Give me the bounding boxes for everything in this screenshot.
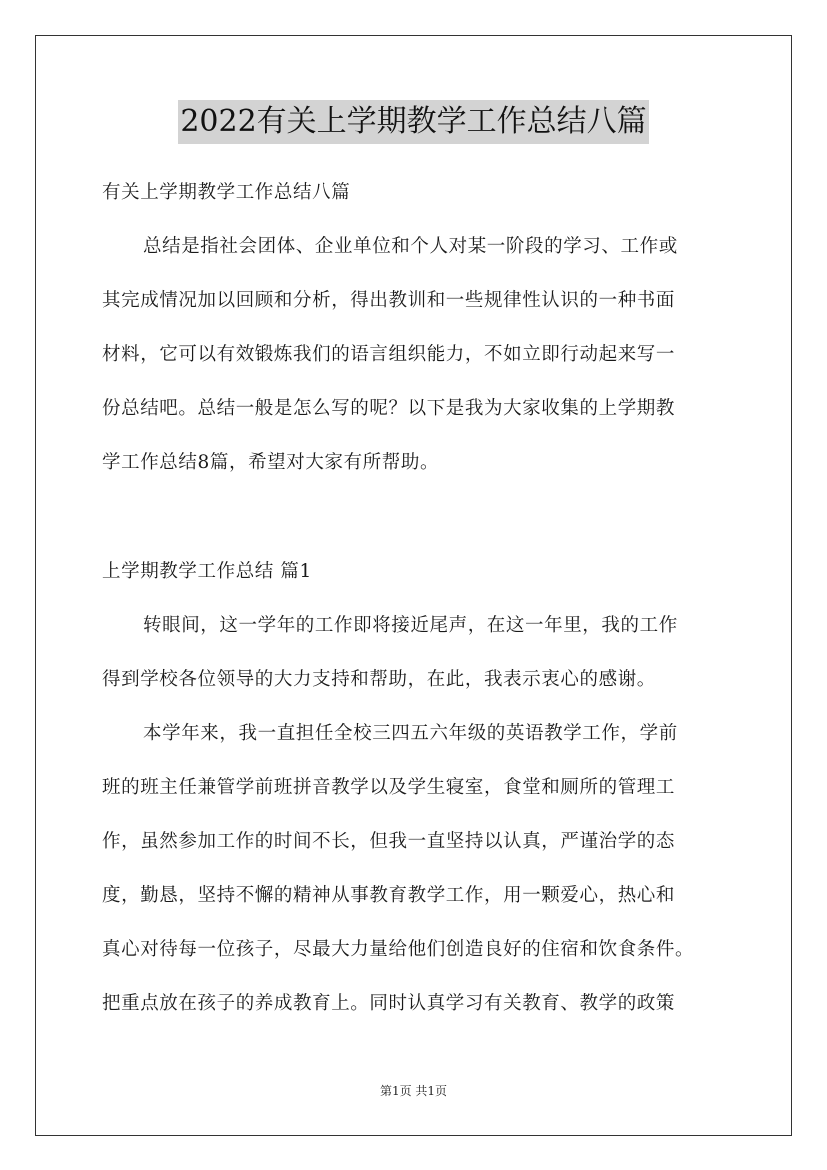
title-container — [0, 100, 827, 144]
paragraph-line: 得到学校各位领导的大力支持和帮助，在此，我表示衷心的感谢。 — [102, 669, 656, 690]
paragraph-line: 真心对待每一位孩子，尽最大力量给他们创造良好的住宿和饮食条件。 — [102, 939, 695, 960]
intro-line: 份总结吧。总结一般是怎么写的呢？以下是我为大家收集的上学期教 — [102, 398, 676, 419]
paragraph-line: 本学年来，我一直担任全校三四五六年级的英语教学工作，学前 — [143, 723, 678, 744]
paragraph-line: 转眼间，这一学年的工作即将接近尾声，在这一年里，我的工作 — [143, 615, 678, 636]
paragraph-line: 班的班主任兼管学前班拼音教学以及学生寝室，食堂和厕所的管理工 — [102, 777, 676, 798]
section-heading: 上学期教学工作总结 篇1 — [102, 561, 312, 582]
paragraph-line: 作，虽然参加工作的时间不长，但我一直坚持以认真，严谨治学的态 — [102, 831, 676, 852]
document-subtitle: 有关上学期教学工作总结八篇 — [102, 182, 351, 203]
page-footer: 第1页 共1页 — [379, 1084, 448, 1098]
intro-line: 学工作总结8篇，希望对大家有所帮助。 — [102, 452, 440, 473]
intro-line: 总结是指社会团体、企业单位和个人对某一阶段的学习、工作或 — [143, 236, 678, 257]
intro-line: 其完成情况加以回顾和分析，得出教训和一些规律性认识的一种书面 — [102, 290, 676, 311]
document-title: 2022有关上学期教学工作总结八篇 — [178, 100, 648, 144]
paragraph-line: 把重点放在孩子的养成教育上。同时认真学习有关教育、教学的政策 — [102, 993, 676, 1014]
paragraph-line: 度，勤恳，坚持不懈的精神从事教育教学工作，用一颗爱心，热心和 — [102, 885, 676, 906]
intro-line: 材料，它可以有效锻炼我们的语言组织能力，不如立即行动起来写一 — [102, 344, 676, 365]
